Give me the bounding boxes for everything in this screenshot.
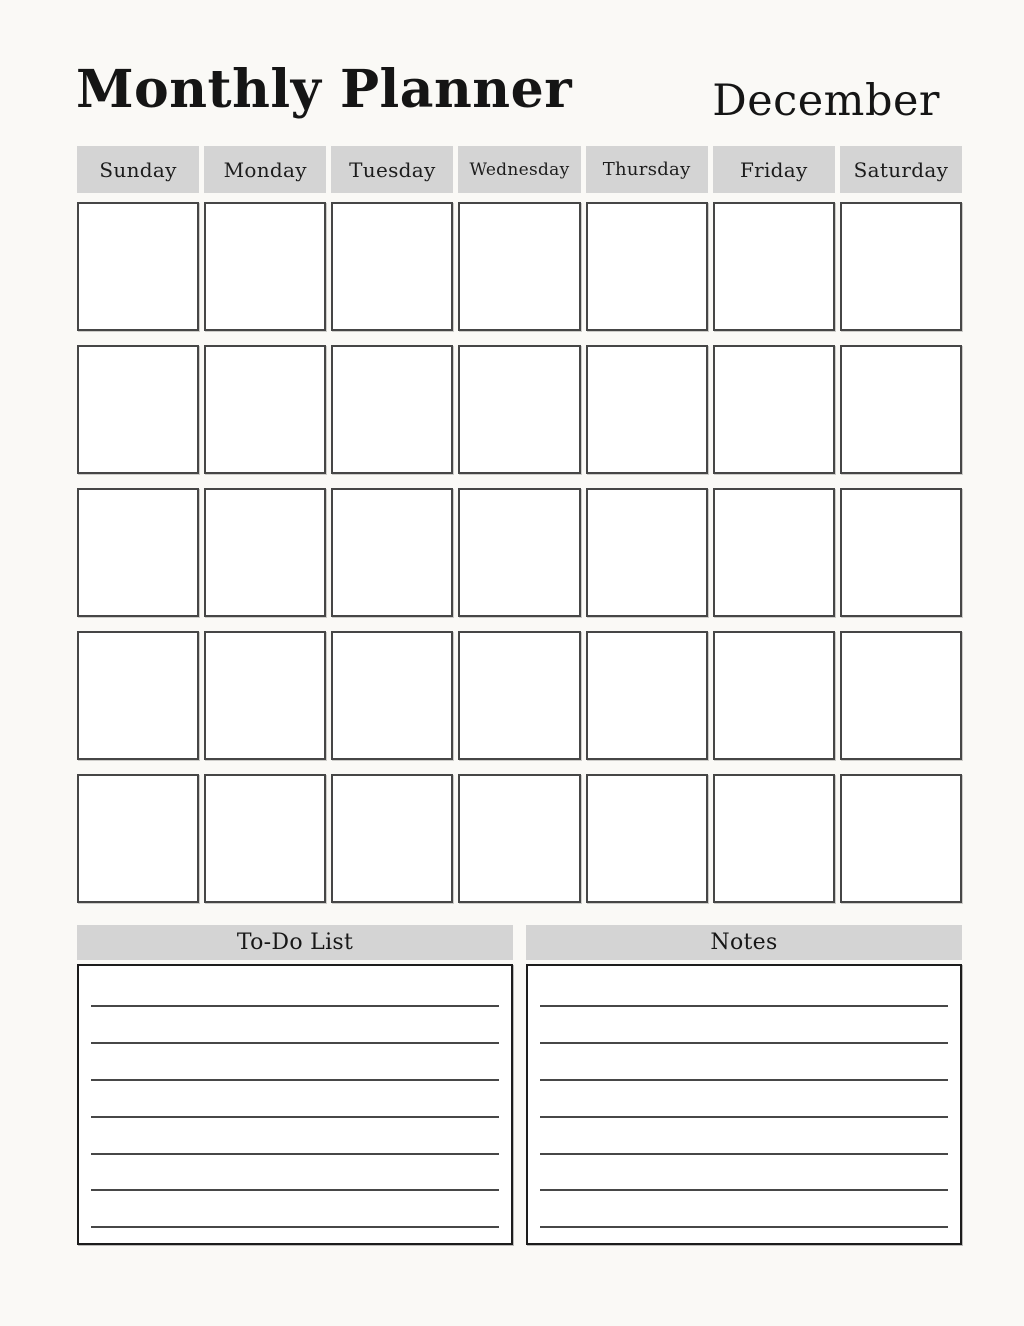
todo-section-header: [77, 925, 513, 960]
calendar-cell[interactable]: [331, 774, 453, 903]
notes-box[interactable]: [526, 964, 962, 1245]
writing-line: [91, 1153, 499, 1155]
todo-list-box[interactable]: [77, 964, 513, 1245]
calendar-cell[interactable]: [458, 774, 580, 903]
calendar-cell[interactable]: [331, 488, 453, 617]
day-header-thursday: Thursday: [586, 146, 708, 193]
writing-line: [91, 1005, 499, 1007]
day-header-saturday: Saturday: [840, 146, 962, 193]
month-label: December: [712, 76, 940, 126]
calendar-cell[interactable]: [331, 631, 453, 760]
calendar-cell[interactable]: [586, 345, 708, 474]
calendar-cell[interactable]: [840, 488, 962, 617]
calendar-cell[interactable]: [586, 202, 708, 331]
calendar-cell[interactable]: [77, 774, 199, 903]
calendar-cell[interactable]: [77, 488, 199, 617]
day-header-friday: Friday: [713, 146, 835, 193]
writing-line: [91, 1226, 499, 1228]
calendar-cell[interactable]: [586, 774, 708, 903]
writing-line: [540, 1226, 948, 1228]
writing-line: [540, 1042, 948, 1044]
calendar-cell[interactable]: [713, 631, 835, 760]
writing-line: [91, 1079, 499, 1081]
page-title: Monthly Planner: [76, 59, 573, 120]
writing-line: [91, 1189, 499, 1191]
calendar-cell[interactable]: [204, 488, 326, 617]
writing-line: [540, 1153, 948, 1155]
writing-line: [91, 1042, 499, 1044]
calendar-cell[interactable]: [204, 345, 326, 474]
calendar-cell[interactable]: [586, 488, 708, 617]
calendar-cell[interactable]: [458, 202, 580, 331]
calendar-cell[interactable]: [204, 631, 326, 760]
calendar-cell[interactable]: [840, 774, 962, 903]
calendar-cell[interactable]: [713, 345, 835, 474]
day-header-row: [77, 146, 962, 193]
calendar-cell[interactable]: [331, 345, 453, 474]
todo-section-title: To-Do List: [236, 930, 354, 955]
calendar-cell[interactable]: [204, 774, 326, 903]
day-header-monday: Monday: [204, 146, 326, 193]
calendar-cell[interactable]: [77, 631, 199, 760]
calendar-cell[interactable]: [77, 345, 199, 474]
calendar-cell[interactable]: [840, 202, 962, 331]
writing-line: [540, 1116, 948, 1118]
day-header-sunday: Sunday: [77, 146, 199, 193]
writing-line: [540, 1079, 948, 1081]
calendar-cell[interactable]: [458, 488, 580, 617]
calendar-cell[interactable]: [586, 631, 708, 760]
calendar-cell[interactable]: [458, 345, 580, 474]
day-header-tuesday: Tuesday: [331, 146, 453, 193]
calendar-grid: [77, 202, 962, 903]
calendar-cell[interactable]: [840, 345, 962, 474]
notes-section-header: [526, 925, 962, 960]
notes-section-title: Notes: [710, 930, 778, 955]
writing-line: [540, 1005, 948, 1007]
calendar-cell[interactable]: [840, 631, 962, 760]
calendar-cell[interactable]: [204, 202, 326, 331]
calendar-cell[interactable]: [713, 202, 835, 331]
calendar-cell[interactable]: [77, 202, 199, 331]
calendar-cell[interactable]: [331, 202, 453, 331]
writing-line: [540, 1189, 948, 1191]
calendar-cell[interactable]: [713, 774, 835, 903]
day-header-wednesday: Wednesday: [458, 146, 580, 193]
writing-line: [91, 1116, 499, 1118]
calendar-cell[interactable]: [713, 488, 835, 617]
calendar-cell[interactable]: [458, 631, 580, 760]
